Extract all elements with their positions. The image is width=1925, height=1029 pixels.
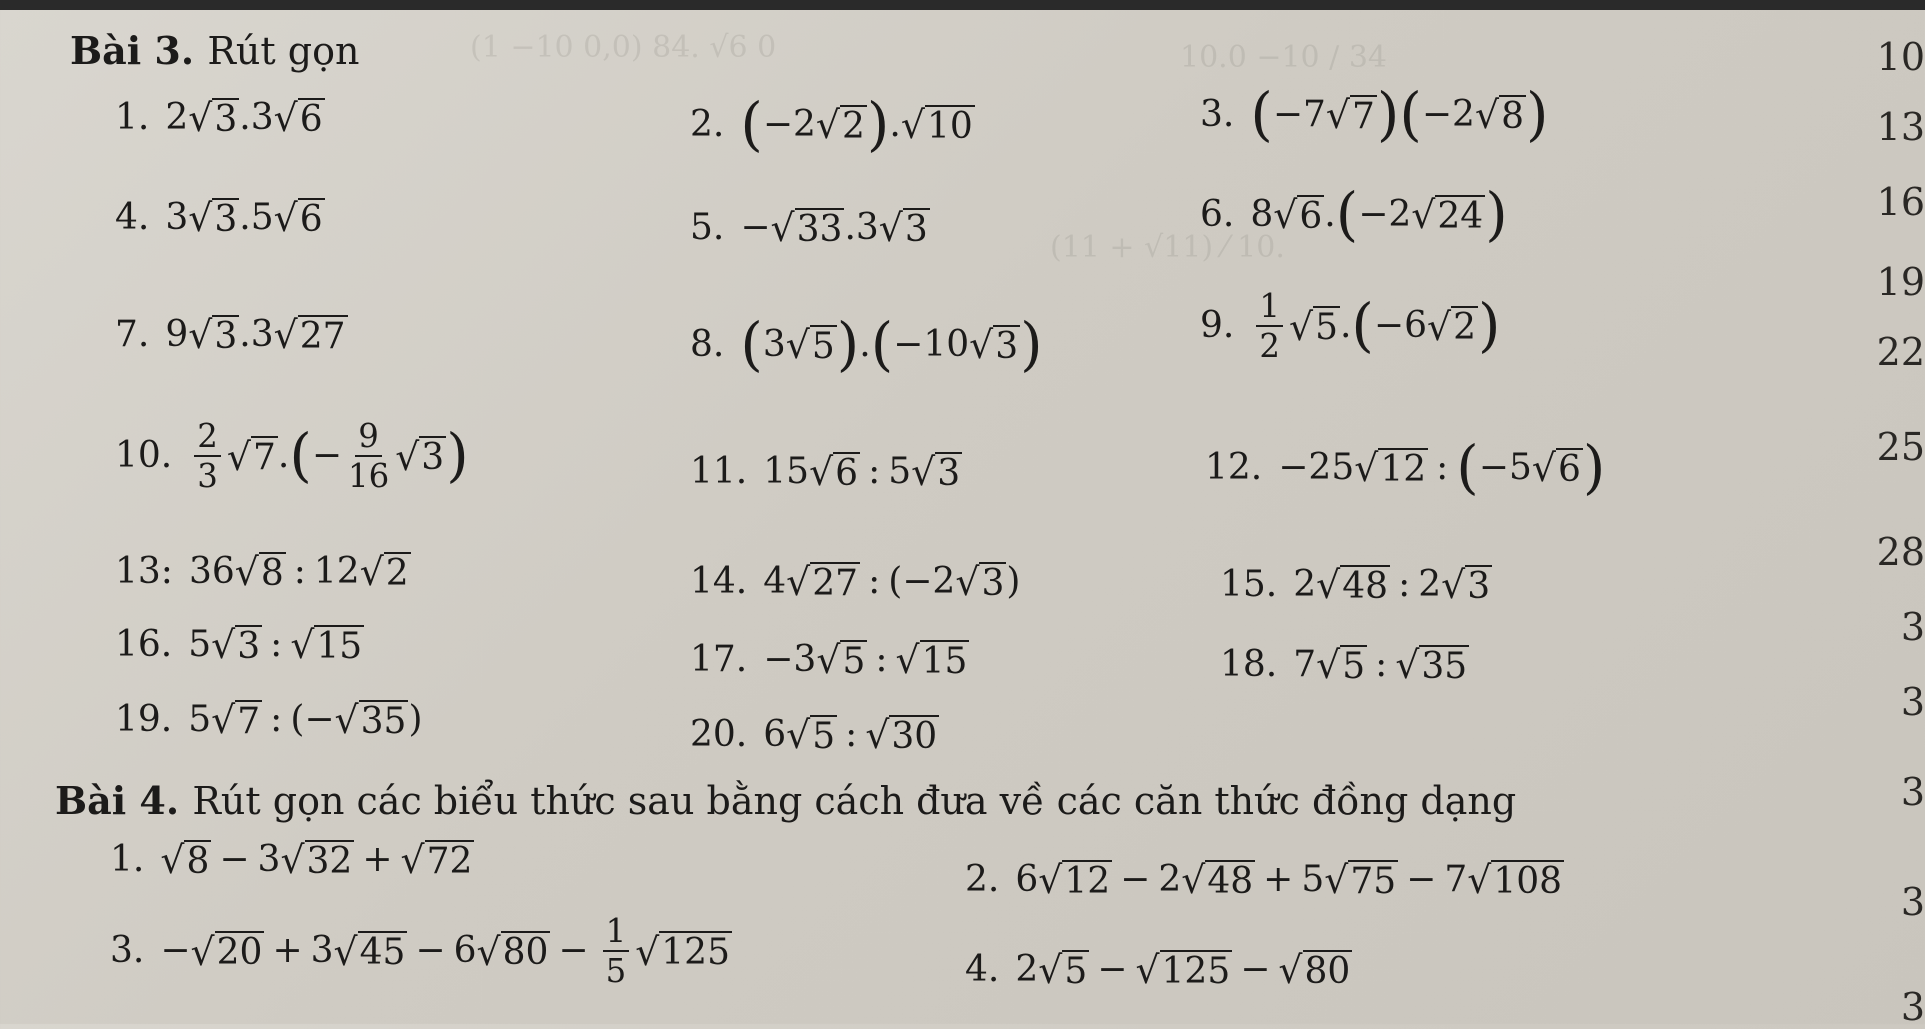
exercise-4-heading: Bài 4. Rút gọn các biểu thức sau bằng cách đưa về các căn thức đồng dạng: [55, 778, 1517, 823]
problem-10: 10. $\frac{2}{3}$ √ 7 . ( − $\frac{9}{16}$ √ 3 ): [115, 417, 469, 496]
edge-number: 3: [1900, 605, 1925, 649]
edge-number: 3: [1900, 680, 1925, 724]
bleed-through-text: (11 + √11) ⁄ 10.: [1050, 230, 1285, 265]
edge-number: 16: [1876, 180, 1925, 224]
edge-number: 28: [1876, 530, 1925, 574]
problem-18: 18. 7 √ 5 : √ 35: [1220, 643, 1468, 688]
edge-number: 19: [1876, 260, 1925, 304]
problem-7: 7. 9 √ 3 .3 √ 27: [115, 313, 346, 358]
bleed-through-text: (1 −10 0,0) 84. √6 0: [470, 30, 777, 65]
problem-11: 11. 15 √ 6 : 5 √ 3: [690, 450, 961, 495]
exercise-4-problem-2: 2. 6 √ 12 − 2 √ 48 + 5 √ 75 − 7 √ 108: [965, 858, 1563, 903]
exercise-4-problem-3: 3. − √ 20 + 3 √ 45 − 6 √ 80 − $\frac{1}{5}$ √ 125: [110, 912, 730, 991]
edge-number: 22: [1876, 330, 1925, 374]
problem-20: 20. 6 √ 5 : √ 30: [690, 713, 938, 758]
problem-3: 3. ( −7 √ 7 ) ( −2 √ 8 ): [1200, 81, 1549, 148]
problem-16: 16. 5 √ 3 : √ 15: [115, 623, 363, 668]
edge-number: 3: [1900, 880, 1925, 924]
problem-5: 5. − √ 33 .3 √ 3: [690, 206, 928, 251]
problem-8: 8. ( 3 √ 5 ) . ( −10 √ 3 ): [690, 311, 1043, 378]
problem-1: 1. 2 √ 3 .3 √ 6: [115, 96, 323, 141]
problem-9: 9. $\frac{1}{2}$ √ 5 . ( −6 √ 2 ): [1200, 287, 1501, 366]
problem-14: 14. 4 √ 27 : (−2 √ 3 ): [690, 560, 1021, 605]
bleed-through-text: 10.0 −10 / 34: [1180, 40, 1387, 75]
problem-12: 12. −25 √ 12 : ( −5 √ 6 ): [1205, 434, 1606, 501]
problem-19: 19. 5 √ 7 : (− √ 35 ): [115, 698, 423, 743]
edge-number: 3: [1900, 770, 1925, 814]
edge-number: 13: [1876, 105, 1925, 149]
problem-17: 17. −3 √ 5 : √ 15: [690, 638, 968, 683]
exercise-4-problem-1: 1. √ 8 − 3 √ 32 + √ 72: [110, 838, 473, 883]
top-dark-strip: [0, 0, 1925, 10]
problem-6: 6. 8 √ 6 . ( −2 √ 24 ): [1200, 181, 1508, 248]
problem-2: 2. ( −2 √ 2 ) . √ 10: [690, 91, 973, 158]
problem-4: 4. 3 √ 3 .5 √ 6: [115, 196, 323, 241]
exercise-4-problem-4: 4. 2 √ 5 − √ 125 − √ 80: [965, 948, 1351, 993]
exercise-3-heading: Bài 3. Rút gọn: [70, 28, 360, 73]
edge-number: 25: [1876, 425, 1925, 469]
edge-number: 10: [1876, 35, 1925, 79]
problem-13: 13: 36 √ 8 : 12 √ 2: [115, 550, 409, 595]
edge-number: 3: [1900, 985, 1925, 1029]
problem-15: 15. 2 √ 48 : 2 √ 3: [1220, 563, 1491, 608]
